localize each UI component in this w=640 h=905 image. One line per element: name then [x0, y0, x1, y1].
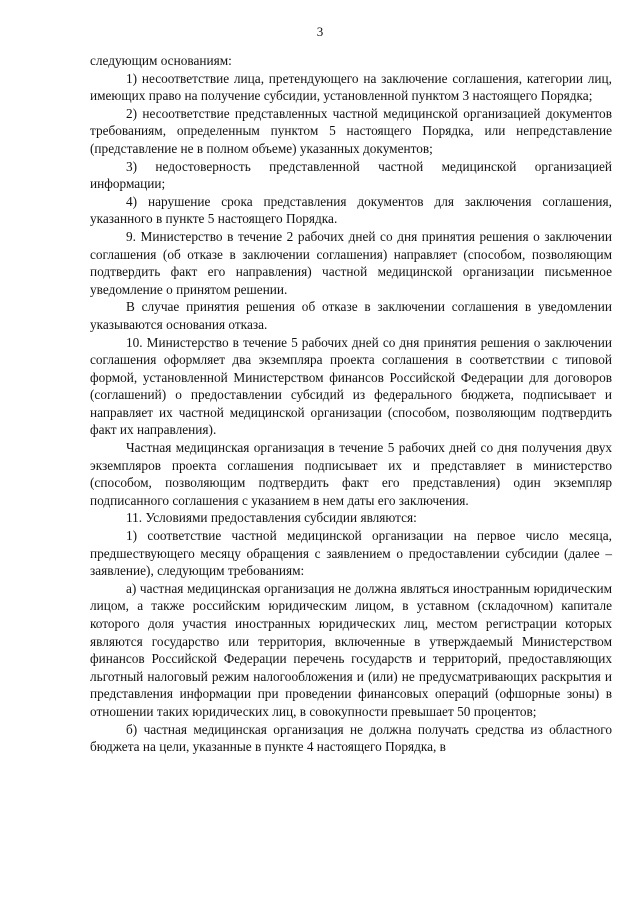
paragraph: 11. Условиями предоставления субсидии являются:: [126, 510, 417, 526]
paragraph: 3) недостоверность представленной частной медицинской организацией информации;: [90, 158, 612, 192]
paragraph: следующим основаниям:: [90, 53, 232, 68]
paragraph: Частная медицинская организация в течение 5 рабочих дней со дня получения двух экземпляров проекта соглашения подписывает их и представляет в министерство (способом, позволяющим подтвердить факт его представления) один экземпляр подписанного соглашения с указанием в нем даты его заключения.: [90, 440, 612, 508]
paragraph: 10. Министерство в течение 5 рабочих дней со дня принятия решения о заключении соглашения оформляет два экземпляра проекта соглашения в соответствии с типовой формой, установленной Министерством финансов Российской Федерации для договоров (соглашений) о предоставлении субсидий из федерального бюджета, подписывает и направляет их частной медицинской организации (способом, позволяющим подтвердить факт их направления).: [90, 334, 612, 438]
paragraph: 4) нарушение срока представления документов для заключения соглашения, указанного в пункте 5 настоящего Порядка.: [90, 193, 612, 227]
paragraph: б) частная медицинская организация не должна получать средства из областного бюджета на цели, указанные в пункте 4 настоящего Порядка, в: [90, 721, 612, 755]
paragraph: 2) несоответствие представленных частной медицинской организацией документов требованиям, определенным пунктом 5 настоящего Порядка, или непредставление (представление не в полном объеме) указанных документов;: [90, 105, 612, 156]
document-body: [90, 52, 612, 756]
paragraph: 1) соответствие частной медицинской организации на первое число месяца, предшествующего месяцу обращения с заявлением о предоставлении субсидии (далее – заявление), следующим требованиям:: [90, 528, 612, 579]
paragraph: 9. Министерство в течение 2 рабочих дней со дня принятия решения о заключении соглашения (об отказе в заключении соглашения) направляет (способом, позволяющим подтвердить факт его направления) частной медицинской организации письменное уведомление о принятом решении.: [90, 228, 612, 297]
page-number: 3: [316, 24, 324, 39]
paragraph: а) частная медицинская организация не должна являться иностранным юридическим лицом, а также российским юридическим лицом, в уставном (складочном) капитале которого доля участия иностранных юридических лиц, местом регистрации которых являются государство или территория, включенные в утверждаемый Министерством финансов Российской Федерации перечень государств и территорий, предоставляющих льготный налоговый режим налогообложения и (или) не предусматривающих раскрытия и представления информации при проведении финансовых операций (офшорные зоны) в отношении таких юридических лиц, в совокупности превышает 50 процентов;: [90, 580, 612, 719]
paragraph: 1) несоответствие лица, претендующего на заключение соглашения, категории лиц, имеющих право на получение субсидии, установленной пунктом 3 настоящего Порядка;: [90, 70, 612, 104]
paragraph: В случае принятия решения об отказе в заключении соглашения в уведомлении указываются основания отказа.: [90, 299, 612, 332]
